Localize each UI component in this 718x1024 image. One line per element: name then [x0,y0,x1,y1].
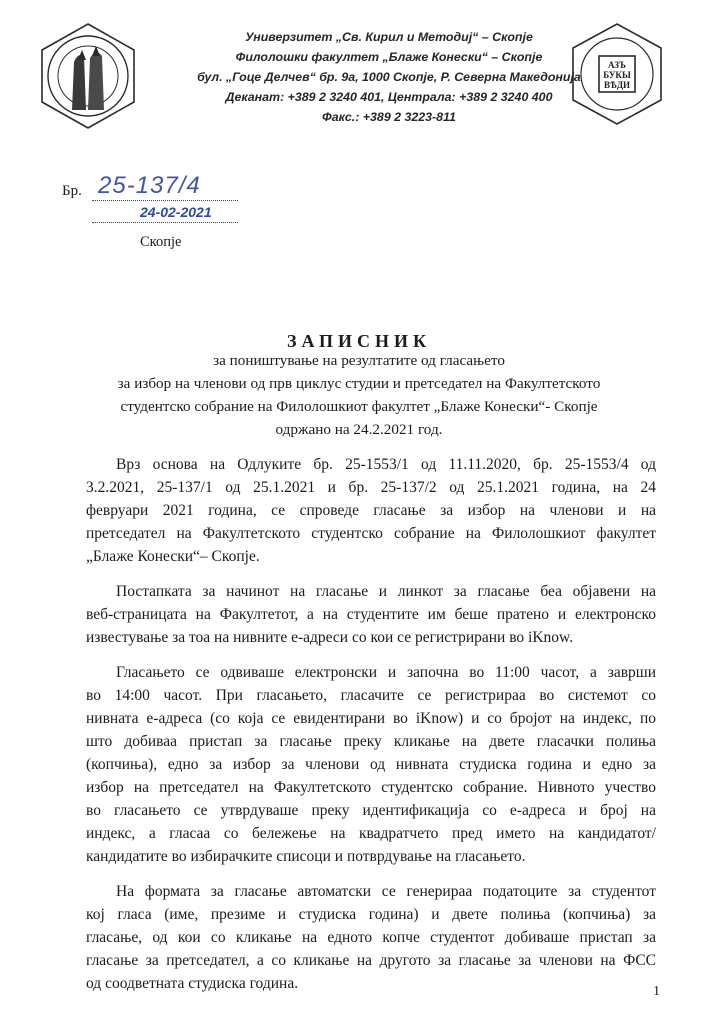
body-line: кој гласа (име, презиме и студиска година) и двете полиња (копчиња) за [86,906,656,923]
body-line: (копчиња), едно за избор за членови од нивната студиска година и едно за [86,756,656,773]
registry-city: Скопје [140,234,182,250]
body-line: гласање за претседател, а со кликање на другото за гласање за членови на ФСС [86,952,656,969]
registry-label: Бр. [62,183,82,199]
page-number: 1 [653,984,660,999]
svg-text:БУКЫ: БУКЫ [603,70,631,80]
body-line: 3.2.2021, 25-137/1 од 25.1.2021 и бр. 25-137/2 од 25.1.2021 година, на 24 [86,479,656,496]
body-line: во гласањето се утврдуваше преку идентификација со е-адреса и број на [86,802,656,819]
body-line: Врз основа на Одлуките бр. 25-1553/1 од 11.11.2020, бр. 25-1553/4 од [116,456,656,473]
body-line: нивната е-адреса (со која се евидентирани во iKnow) и со бројот на индекс, по [86,710,656,727]
header-faculty: Филолошки факултет „Блаже Конески“ – Скопје [235,50,543,64]
body-line: што добиваа пристап за гласање преку кликање на двете гласачки полиња [86,733,656,750]
body-line: веб-страницата на Факултетот, а на студентите им беше пратено и електронско [86,606,656,623]
header-address: бул. „Гоце Делчев“ бр. 9а, 1000 Скопје, Р. Северна Македонија [197,70,581,84]
svg-text:ВѢДИ: ВѢДИ [603,80,631,90]
body-line: индекс, а гласаа со бележење на квадратчето пред името на кандидатот/ [86,825,656,842]
body-line: Гласањето се одвиваше електронски и започна во 11:00 часот, а заврши [116,664,656,681]
body-line: од соодветната студиска година. [86,975,299,992]
body-line: „Блаже Конески“– Скопје. [86,548,260,565]
registry-number: 25-137/4 [98,172,201,199]
subtitle-line: одржано на 24.2.2021 год. [275,421,443,438]
header-phones: Деканат: +389 2 3240 401, Централа: +389 2 3240 400 [225,90,553,104]
header-fax: Факс.: +389 2 3223-811 [322,110,456,124]
subtitle-line: за избор на членови од прв циклус студии и претседател на Факултетското [117,375,601,392]
subtitle-line: за поништување на резултатите од гласањето [213,352,505,369]
body-line: Постапката за начинот на гласање и линкот за гласање беа објавени на [116,583,656,600]
svg-text:АЗЪ: АЗЪ [608,60,626,70]
body-line: претседател на Факултетското студентско собрание на Филолошкиот факултет [86,525,656,542]
subtitle-line: студентско собрание на Филолошкиот факултет „Блаже Конески“- Скопје [120,398,598,415]
registry-date: 24-02-2021 [140,204,212,220]
body-line: известување за тоа на нивните е-адреси со кои се регистрирани во iKnow. [86,629,574,646]
body-line: гласање, од кои со кликање на едното копче студентот добиваше пристап за [86,929,656,946]
body-line: кандидатите во избирачките списоци и потврдување на гласањето. [86,848,526,865]
body-line: избор на претседател на Факултетското студентско собрание. Нивното учество [86,779,656,796]
header-university: Универзитет „Св. Кирил и Методиј“ – Скопје [245,30,533,44]
body-line: На формата за гласање автоматски се генерираа податоците за студентот [116,883,656,900]
page-title: ЗАПИСНИК [286,331,432,351]
body-line: февруари 2021 година, се спроведе гласање за избор на членови и на [86,502,656,519]
registry-underline [92,200,238,201]
body-line: во 14:00 часот. При гласањето, гласачите се регистрираа во системот со [86,687,656,704]
registry-underline-2 [92,222,238,223]
